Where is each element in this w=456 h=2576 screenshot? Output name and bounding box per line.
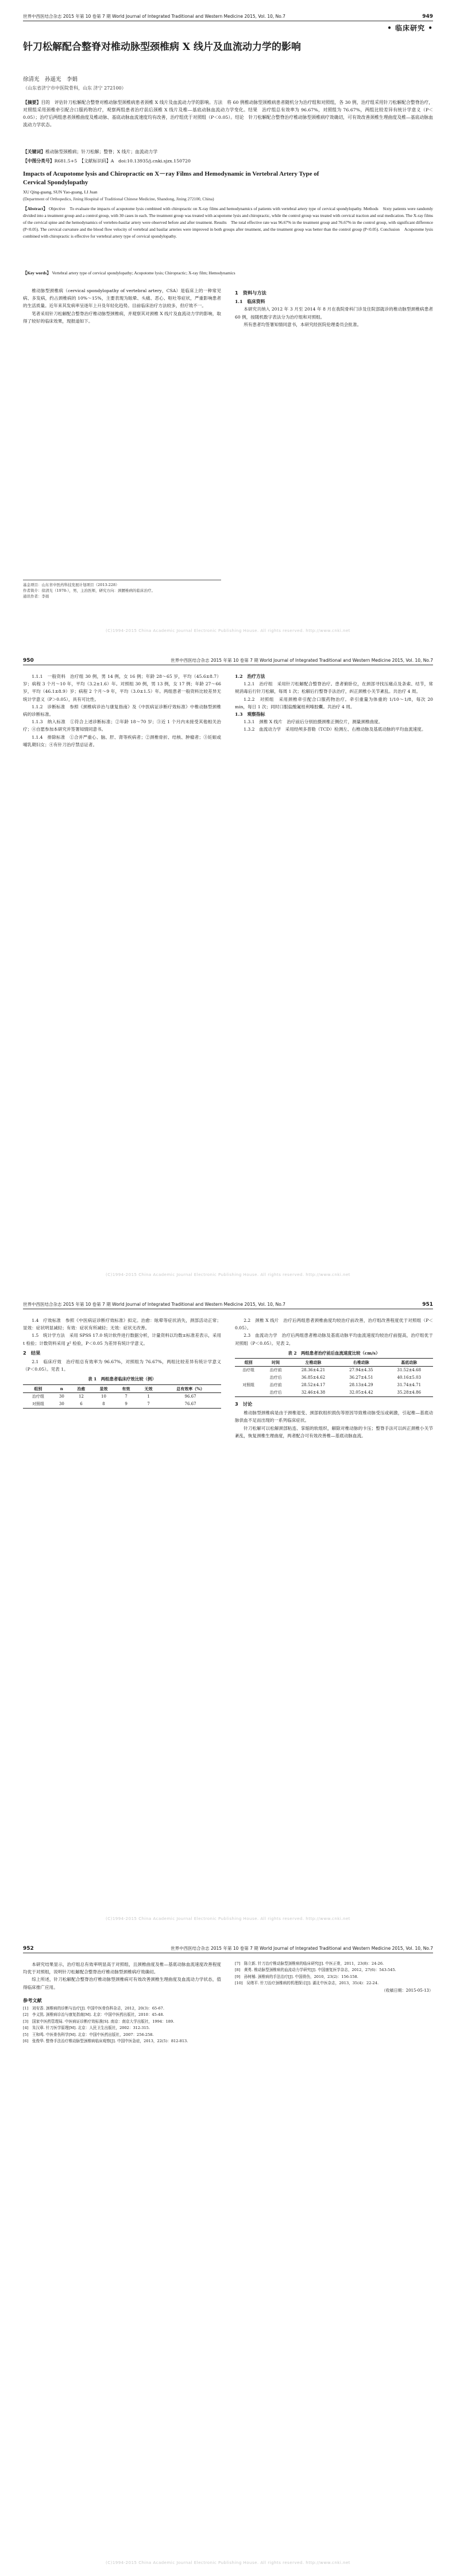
page-2 <box>0 644 456 1288</box>
header-journal: 世界中西医结合杂志 2015 年第 10 卷第 7 期 World Journal of Integrated Traditional and Western Medicine 2015, Vol. 10, No.7 <box>171 1946 433 1951</box>
keywords-label: 【关键词】 <box>23 149 45 154</box>
paragraph: 综上所述，针刀松解配合整脊治疗椎动脉型颈椎病可有效改善颈椎生理曲度及血流动力学状态，值得临床推广应用。 <box>23 1977 221 1990</box>
paragraph: 2.1 临床疗效 治疗组总有效率为 96.67%，对照组为 76.67%，两组比较差异有统计学意义（P＜0.05）。见表 1。 <box>23 1359 221 1372</box>
left-column <box>23 1317 221 1412</box>
watermark: (C)1994-2015 China Academic Journal Electronic Publishing House. All rights reserved. http://www.cnki.net <box>105 629 351 633</box>
running-header <box>23 10 433 21</box>
table-cell: 40.16±5.03 <box>397 1375 422 1380</box>
page-number: 951 <box>422 1302 433 1308</box>
paragraph: 针刀松解可以松解颈部粘连、挛缩的软组织，解除对椎动脉的卡压；整脊手法可以纠正颈椎小关节紊乱，恢复颈椎生理曲度，两者配合可有效改善椎—基底动脉血流。 <box>235 1425 433 1438</box>
reference-item: [4] 朱汉章. 针刀医学原理[M]. 北京：人民卫生出版社，2002：312-315. <box>23 2026 150 2031</box>
table-header-cell: 组别 <box>235 1359 262 1367</box>
affiliation: （山东省济宁市中医院骨科，山东 济宁 272100） <box>23 86 126 91</box>
paragraph: 椎动脉型颈椎病（cervical spondylopathy of vertebral artery，CSA）是临床上的一种常见病、多发病，约占颈椎病的 10%～15%，主要表现为眩晕、头痛、恶心、呕吐等症状，严重影响患者的生活质量。近年来其发病率呈逐年上升及年轻化趋势。目前临床治疗方法较多，但疗效不一。 <box>23 288 221 309</box>
table-header-cell: 无效 <box>137 1384 160 1392</box>
table-cell: 36.85±4.62 <box>301 1375 326 1380</box>
table-1 <box>23 1384 221 1409</box>
page-4 <box>0 1932 456 2576</box>
table-cell: 9 <box>115 1400 137 1409</box>
cls-text: R681.5+5 【文献标识码】A doi:10.13935/j.cnki.sjzx.150720 <box>54 158 191 164</box>
footnote: 基金项目：山东省中医药科技发展计划项目（2013-228） 作者简介：徐清光（1978-），男，主治医师，研究方向：颈腰椎病的临床治疗。 通讯作者：李娟 <box>23 580 221 599</box>
table-cell: 治疗组 <box>242 1368 255 1373</box>
header-journal: 世界中西医结合杂志 2015 年第 10 卷第 7 期 World Journal of Integrated Traditional and Western Medicine 2015, Vol. 10, No.7 <box>23 1302 285 1307</box>
reference-item: [9] 孙树椿. 颈椎病的手法治疗[J]. 中国骨伤，2010，23(2)：156-158. <box>235 1974 358 1979</box>
reference-item: [1] 刘安香. 颈椎病的诊断与治疗[J]. 中国中医骨伤科杂志，2012，20(3)：65-67. <box>23 2006 164 2011</box>
abstract-en-text: Objective To evaluate the impacts of acupotome lysis combined with chiropractic on X-ray films and hemodynamics of patients with vertebral artery type of cervical spondylopathy. Methods Sixty patients were randomly divided into a treatment group and a control group, with 30 cases in each. The treatment group was treated with acupotome lysis and chiropractic, while the control group was treated with cervical traction and oral medication. The X-ray films of the cervical spine and the hemodynamics of vertebro-basilar artery were observed before and after treatment. Results The total effective rate was 96.67% in the treatment group and 76.67% in the control group, with significant difference (P<0.05). The cervical curvature and the blood flow velocity of vertebral and basilar arteries were improved in both groups after treatment, and the treatment group was better than the control group (P<0.05). Conclusion Acupotome lysis combined with chiropractic is effective for vertebral artery type of cervical spondylopathy. <box>23 206 433 239</box>
table-header-cell: 组别 <box>23 1384 53 1392</box>
right-column <box>235 1317 433 1440</box>
paragraph: 椎动脉型颈椎病是由于颈椎退变、颈部软组织损伤等原因导致椎动脉受压或刺激，引起椎—基底动脉供血不足而出现的一系列临床症状。 <box>235 1410 433 1423</box>
paragraph: 所有患者均签署知情同意书，本研究经医院伦理委员会批准。 <box>244 321 362 327</box>
running-header <box>23 1298 433 1309</box>
reference-list <box>23 2005 221 2044</box>
table-cell: 76.67 <box>160 1400 221 1409</box>
table-cell: 28.52±4.17 <box>301 1383 326 1388</box>
table-header-cell: 左椎动脉 <box>289 1359 337 1367</box>
classification <box>23 157 433 165</box>
reference-list <box>235 1961 433 1987</box>
reference-item: [7] 陈立新. 针刀治疗椎动脉型颈椎病的临床研究[J]. 中医正骨，2011，23(8)：24-26. <box>235 1961 384 1966</box>
reference-item: [2] 李义凯. 颈椎病诊治与康复指南[M]. 北京：中国中医药出版社，2010：45-48. <box>23 2012 164 2018</box>
table-row <box>235 1389 433 1397</box>
table-cell: 32.46±4.38 <box>289 1389 337 1397</box>
table-cell: 1 <box>147 1394 150 1399</box>
table-cell: 96.67 <box>184 1394 196 1399</box>
table-cell: 12 <box>78 1394 84 1399</box>
keywords <box>23 148 433 156</box>
paragraph: 1.3.1 颈椎 X 线片 治疗前后分别拍摄颈椎正侧位片，测量颈椎曲度。 <box>244 719 383 725</box>
cls-label: 【中图分类号】 <box>23 158 55 164</box>
table-header-cell: 总有效率（%） <box>160 1384 221 1392</box>
abstract-en <box>23 205 433 240</box>
section-tag: • 临床研究 • <box>387 24 433 32</box>
table-cell: 27.94±4.35 <box>349 1368 373 1373</box>
paragraph: 1.1.4 排除标准 ①合并严重心、脑、肝、肾等疾病者；②颈椎骨折、结核、肿瘤者；③妊娠或哺乳期妇女；④有针刀治疗禁忌证者。 <box>23 734 221 747</box>
table-row <box>235 1374 433 1382</box>
keywords-text: 椎动脉型颈椎病；针刀松解；整脊；X 线片；血流动力学 <box>45 149 158 154</box>
article-title: 针刀松解配合整脊对椎动脉型颈椎病 X 线片及血流动力学的影响 <box>23 41 302 53</box>
paragraph: 1.3.2 血流动力学 采用经颅多普勒（TCD）检测左、右椎动脉及基底动脉的平均血流速度。 <box>244 727 426 732</box>
table-header-cell: 基底动脉 <box>385 1359 433 1367</box>
left-column <box>23 673 221 748</box>
section-heading: 2 结果 <box>23 1349 41 1356</box>
table-header-cell: 治愈 <box>70 1384 92 1392</box>
section-heading: 1 资料与方法 <box>235 290 266 296</box>
table-header-cell: 有效 <box>115 1384 137 1392</box>
paragraph: 笔者采用针刀松解配合整脊治疗椎动脉型颈椎病，并观察其对颈椎 X 线片及血流动力学的影响，取得了较好的临床效果，现报道如下。 <box>23 311 221 324</box>
paragraph: 2.2 颈椎 X 线片 治疗后两组患者颈椎曲度均较治疗前改善，治疗组改善程度优于对照组（P＜0.05）。 <box>235 1318 433 1331</box>
paragraph: 1.4 疗效标准 参照《中医病证诊断疗效标准》拟定。治愈：眩晕等症状消失，颈部活动正常；显效：症状明显减轻；有效：症状有所减轻；无效：症状无改善。 <box>23 1318 221 1331</box>
table-cell: 10 <box>101 1394 106 1399</box>
paragraph: 本研究结果显示，治疗组总有效率明显高于对照组，且颈椎曲度及椎—基底动脉血流速度改善程度均优于对照组，说明针刀松解配合整脊治疗椎动脉型颈椎病疗效确切。 <box>23 1962 221 1975</box>
table-row <box>235 1382 433 1389</box>
paragraph: 1.1.3 纳入标准 ①符合上述诊断标准；②年龄 18～70 岁；③近 1 个月内未接受其他相关治疗；④自愿参加本研究并签署知情同意书。 <box>23 719 221 732</box>
paragraph: 本研究共纳入 2012 年 3 月至 2014 年 8 月在我院骨科门诊及住院部就诊的椎动脉型颈椎病患者 60 例，按随机数字表法分为治疗组和对照组。 <box>235 307 433 320</box>
table-2 <box>235 1358 433 1397</box>
paragraph: 1.2.1 治疗组 采用针刀松解配合整脊治疗。患者俯卧位，在颈部寻找压痛点及条索、结节，常规消毒后行针刀松解，每周 1 次；松解后行整脊手法治疗，纠正颈椎小关节紊乱。共治疗 4 周。 <box>235 681 433 695</box>
reference-item: [5] 王和鸣. 中医骨伤科学[M]. 北京：中国中医药出版社，2007：256-258. <box>23 2032 154 2037</box>
table-cell: 治疗前 <box>269 1368 282 1373</box>
header-journal: 世界中西医结合杂志 2015 年第 10 卷第 7 期 World Journal of Integrated Traditional and Western Medicine 2015, Vol. 10, No.7 <box>171 658 433 663</box>
paragraph: 1.2.2 对照组 采用颈椎牵引配合口服药物治疗。牵引重量为体重的 1/10～1/8，每次 20 min，每日 1 次；同时口服盐酸氟桂利嗪胶囊。共治疗 4 周。 <box>235 696 433 709</box>
right-column <box>235 673 433 734</box>
table-cell: 31.52±4.68 <box>397 1368 422 1373</box>
table-header-cell: 显效 <box>92 1384 115 1392</box>
authors-en: XU Qing-guang, SUN Yao-guang, LI Juan <box>23 189 98 195</box>
affiliation-en: (Department of Orthopedics, Jining Hospital of Traditional Chinese Medicine, Shandong, Jining 272100, China) <box>23 196 214 201</box>
table-header-cell: n <box>53 1384 70 1392</box>
keywords-en-text: Vertebral artery type of cervical spondylopathy; Acupotome lysis; Chiropractic; X-ray film; Hemodynamics <box>52 270 235 276</box>
keywords-en-label: 【Key words】 <box>23 270 51 276</box>
table-header-cell: 时间 <box>262 1359 289 1367</box>
running-header <box>23 1942 433 1953</box>
table-cell: 治疗后 <box>262 1389 289 1397</box>
table-cell: 32.05±4.42 <box>337 1389 385 1397</box>
abstract <box>23 99 433 129</box>
table-header-cell: 右椎动脉 <box>337 1359 385 1367</box>
table-cell <box>235 1389 262 1397</box>
section-heading: 3 讨论 <box>235 1401 253 1407</box>
watermark: (C)1994-2015 China Academic Journal Electronic Publishing House. All rights reserved. http://www.cnki.net <box>105 1273 351 1277</box>
left-column <box>23 1961 221 2044</box>
table-row <box>23 1392 221 1400</box>
table-row <box>235 1367 433 1375</box>
table-cell: 7 <box>125 1394 127 1399</box>
table-cell <box>235 1374 262 1382</box>
methods-column <box>235 287 433 328</box>
page-number: 949 <box>422 14 433 20</box>
table-cell: 31.74±4.71 <box>397 1383 422 1388</box>
table-cell: 30 <box>53 1400 70 1409</box>
abstract-en-label: 【Abstract】 <box>23 206 48 211</box>
table-cell: 对照组 <box>23 1400 53 1409</box>
table-cell: 治疗后 <box>269 1375 282 1380</box>
reference-item: [10] 吴绪平. 针刀治疗颈椎病的机理探讨[J]. 湖北中医杂志，2013，35(4)：22-24. <box>235 1981 379 1986</box>
page-number: 950 <box>23 658 34 664</box>
paragraph: 1.5 统计学方法 采用 SPSS 17.0 统计软件进行数据分析，计量资料以均数±标准差表示，采用 t 检验；计数资料采用 χ² 检验，P＜0.05 为差异有统计学意义。 <box>23 1333 221 1346</box>
table-cell: 35.28±4.86 <box>385 1389 433 1397</box>
page-number: 952 <box>23 1946 34 1952</box>
table-cell: 36.27±4.51 <box>349 1375 373 1380</box>
table-cell: 治疗组 <box>32 1394 44 1399</box>
header-journal: 世界中西医结合杂志 2015 年第 10 卷第 7 期 World Journal of Integrated Traditional and Western Medicine 2015, Vol. 10, No.7 <box>23 14 285 19</box>
page-3 <box>0 1288 456 1932</box>
paragraph: 2.3 血流动力学 治疗后两组患者椎动脉及基底动脉平均血流速度均较治疗前提高，治疗组优于对照组（P＜0.05）。见表 2。 <box>235 1333 433 1346</box>
reference-item: [3] 国家中医药管理局. 中医病证诊断疗效标准[S]. 南京：南京大学出版社，1994：189. <box>23 2019 175 2024</box>
table-row <box>23 1400 221 1409</box>
references-heading: 参考文献 <box>23 1997 42 2003</box>
keywords-en <box>23 270 433 276</box>
table1-caption: 表 1 两组患者临床疗效比较（例） <box>88 1376 156 1382</box>
table-cell: 8 <box>92 1400 115 1409</box>
table-cell: 28.13±4.29 <box>349 1383 373 1388</box>
watermark: (C)1994-2015 China Academic Journal Electronic Publishing House. All rights reserved. http://www.cnki.net <box>105 1917 351 1921</box>
table-cell: 对照组 <box>242 1383 255 1388</box>
intro-column <box>23 287 221 325</box>
authors: 徐清光 孙遥光 李娟 <box>23 76 78 83</box>
abstract-label: 【摘要】 <box>23 100 41 105</box>
right-column <box>235 1961 433 1995</box>
subsection-heading: 1.1 临床资料 <box>235 299 265 305</box>
paragraph: 1.1.1 一般资料 治疗组 30 例，男 14 例，女 16 例；年龄 28～65 岁，平均（45.6±8.7）岁；病程 3 个月～10 年，平均（3.2±1.6）年。对照组 30 例，男 13 例，女 17 例；年龄 27～66 岁，平均（46.1±8.9）岁；病程 2 个月～9 年，平均（3.0±1.5）年。两组患者一般资料比较差异无统计学意义（P＞0.05），具有可比性。 <box>23 674 221 702</box>
abstract-text: 目的 评估针刀松解配合整脊对椎动脉型颈椎病患者颈椎 X 线片及血流动力学的影响。方法 将 60 例椎动脉型颈椎病患者随机分为治疗组和对照组，各 30 例，治疗组采用针刀松解配合整脊治疗，对照组采用颈椎牵引配合口服药物治疗，观察两组患者治疗前后颈椎 X 线片及椎—基底动脉血流动力学变化。结果 治疗组总有效率为 96.67%，对照组为 76.67%，两组比较差异有统计学意义（P＜0.05）；治疗后两组患者颈椎曲度及椎动脉、基底动脉血流速度均有改善，治疗组优于对照组（P＜0.05）。结论 针刀松解配合整脊治疗椎动脉型颈椎病疗效确切，可有效改善颈椎生理曲度及椎—基底动脉血流动力学状态。 <box>23 100 433 127</box>
table-cell: 6 <box>70 1400 92 1409</box>
received-date: （收稿日期：2015-05-13） <box>381 1988 433 1993</box>
subsection-heading: 1.3 观察指标 <box>235 712 265 717</box>
table-cell: 28.36±4.21 <box>301 1368 326 1373</box>
subsection-heading: 1.2 治疗方法 <box>235 674 265 679</box>
running-header <box>23 654 433 665</box>
table-cell: 治疗前 <box>269 1383 282 1388</box>
table-cell: 30 <box>59 1394 64 1399</box>
page-1 <box>0 0 456 644</box>
paragraph: 1.1.2 诊断标准 参照《颈椎病诊治与康复指南》及《中医病证诊断疗效标准》中椎动脉型颈椎病的诊断标准。 <box>23 704 221 717</box>
table2-caption: 表 2 两组患者治疗前后血流速度比较（cm/s） <box>288 1350 380 1356</box>
article-title-en: Impacts of Acupotome lysis and Chiropractic on X－ray Films and Hemodynamic in Vertebral Artery Type of Cervical Spondylopathy <box>23 170 319 186</box>
reference-item: [8] 黄勇. 椎动脉型颈椎病的血流动力学研究[J]. 中国康复医学杂志，2012，27(6)：543-545. <box>235 1968 396 1973</box>
reference-item: [6] 张俊华. 整脊手法治疗椎动脉型颈椎病临床观察[J]. 中国中医急症，2013，22(5)：812-813. <box>23 2039 188 2044</box>
watermark: (C)1994-2015 China Academic Journal Electronic Publishing House. All rights reserved. http://www.cnki.net <box>105 2561 351 2565</box>
table-cell: 7 <box>137 1400 160 1409</box>
